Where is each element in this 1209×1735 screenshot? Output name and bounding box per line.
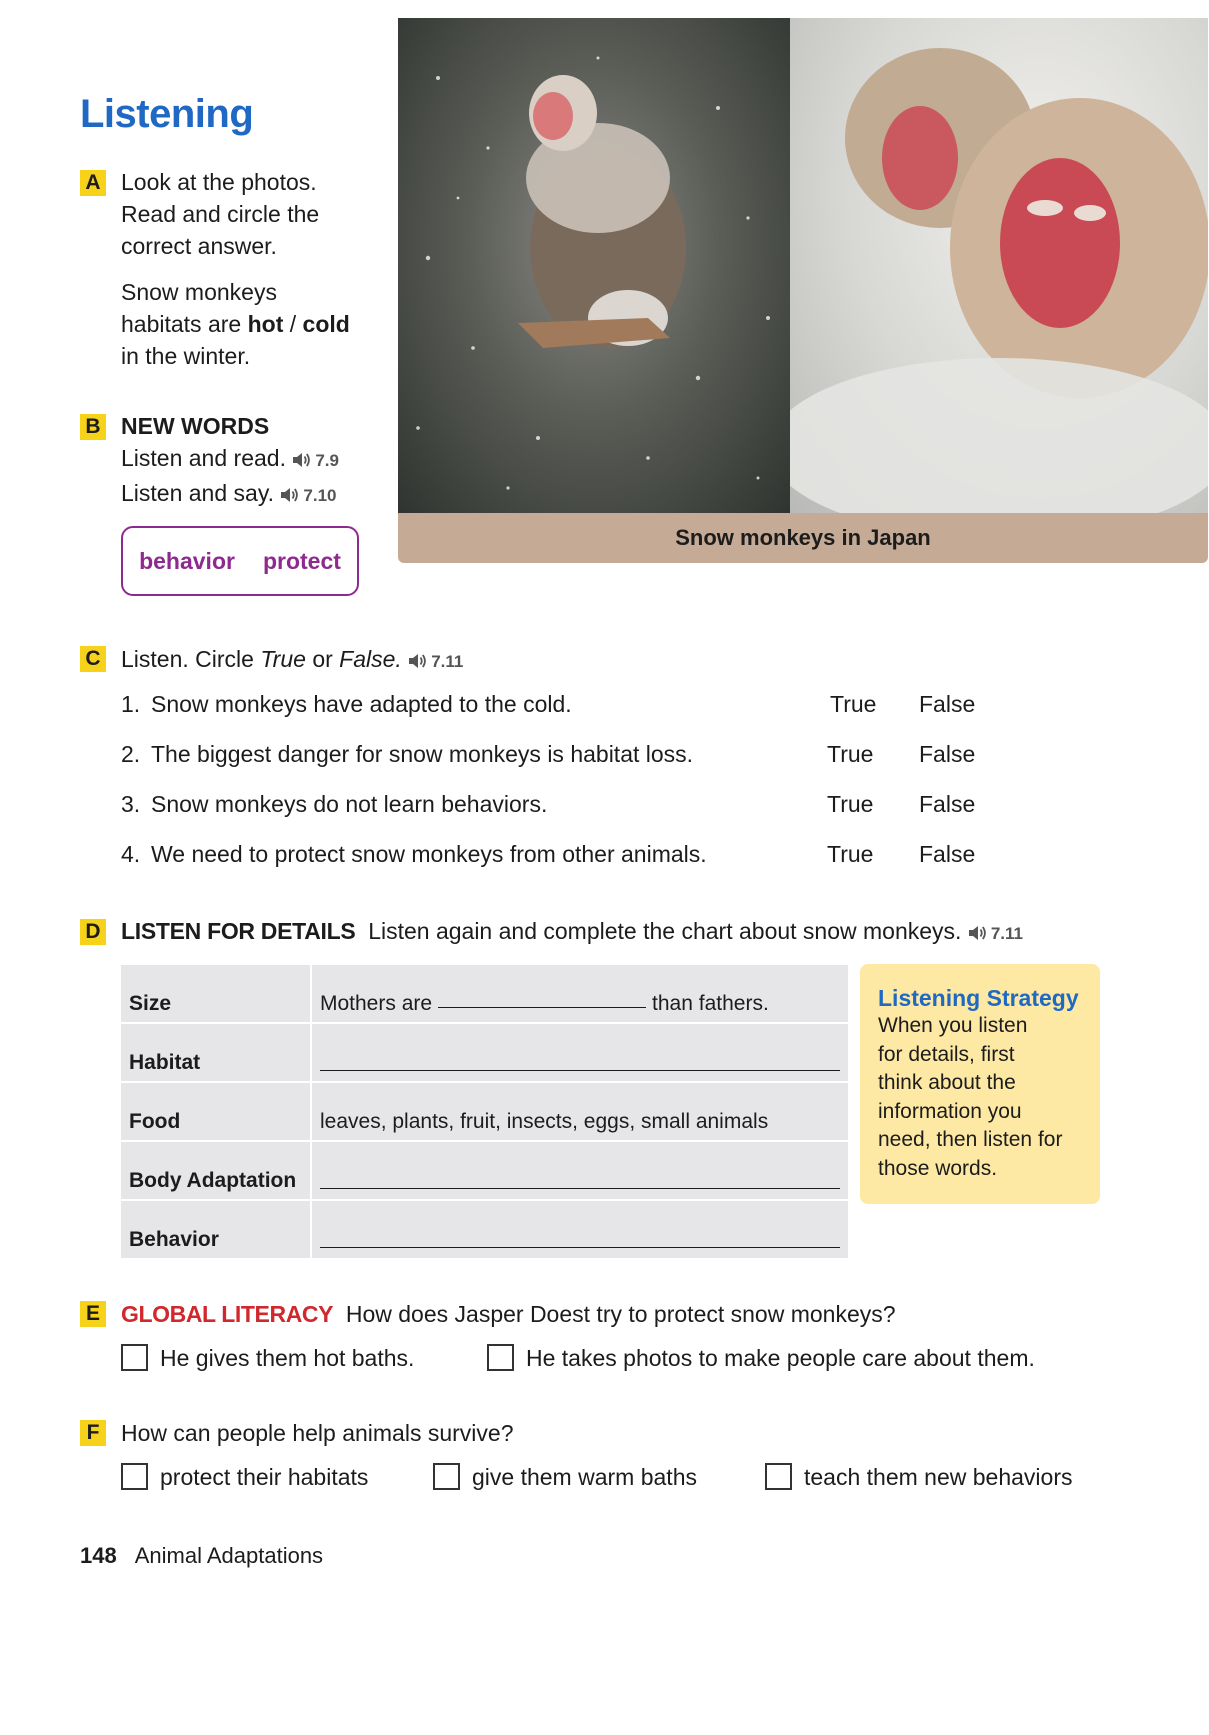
- audio-track-number: 7.11: [431, 652, 464, 671]
- strategy-line: When you listen: [878, 1014, 1028, 1037]
- tf-item: [121, 687, 1021, 721]
- speaker-icon: [292, 451, 312, 469]
- activity-e-question: [121, 1298, 896, 1330]
- strategy-line: information you: [878, 1099, 1022, 1123]
- audio-track-7-11[interactable]: [968, 924, 1023, 943]
- item-number: 3.: [121, 791, 141, 817]
- true-option[interactable]: True: [827, 841, 874, 867]
- sentence-text: habitats are: [121, 311, 242, 337]
- chart-value: [320, 992, 769, 1016]
- instruction-text: Listen again and complete the chart about snow monkeys.: [368, 918, 962, 944]
- sentence-line: Snow monkeys: [121, 279, 277, 305]
- instruction-text: Listen. Circle: [121, 646, 254, 672]
- true-option[interactable]: True: [830, 691, 877, 717]
- strategy-line: for details, first: [878, 1042, 1015, 1066]
- sentence-line: [121, 308, 350, 340]
- checkbox[interactable]: [121, 1463, 148, 1490]
- chart-cell: [310, 1024, 848, 1081]
- true-word: True: [260, 646, 306, 672]
- chart-value: leaves, plants, fruit, insects, eggs, small animals: [320, 1110, 769, 1133]
- false-option[interactable]: False: [919, 791, 976, 817]
- value-text: than fathers.: [652, 992, 769, 1015]
- question-text: How does Jasper Doest try to protect snow monkeys?: [345, 1301, 896, 1327]
- strategy-title: Listening Strategy: [878, 985, 1079, 1011]
- activity-a-sentence: [121, 276, 350, 372]
- checkbox[interactable]: [765, 1463, 792, 1490]
- chart-row-size: [121, 965, 848, 1024]
- word-protect: protect: [262, 547, 341, 574]
- answer-blank[interactable]: [320, 1247, 840, 1248]
- chart-cell: [310, 1083, 848, 1140]
- item-text: Snow monkeys have adapted to the cold.: [151, 691, 572, 717]
- chart-label: Habitat: [129, 1051, 201, 1074]
- snow-monkey-photo-left: [398, 18, 790, 513]
- answer-blank[interactable]: [320, 1188, 840, 1189]
- value-text: Mothers are: [320, 992, 433, 1015]
- checkbox-option[interactable]: [121, 1461, 368, 1493]
- snow-monkey-photo-right: [790, 18, 1208, 513]
- page-footer: [80, 1543, 323, 1569]
- photo-panel: [398, 18, 1208, 563]
- tf-item: [121, 787, 1021, 821]
- new-words-heading: NEW WORDS: [121, 413, 270, 439]
- option-text: protect their habitats: [160, 1464, 369, 1490]
- listen-say-line: [121, 477, 339, 512]
- audio-track-number: 7.10: [303, 486, 337, 505]
- section-title: Listening: [80, 92, 254, 136]
- new-words-box: [121, 526, 359, 596]
- activity-f-question: How can people help animals survive?: [121, 1420, 514, 1446]
- instruction-line: correct answer.: [121, 233, 277, 259]
- speaker-icon: [968, 924, 988, 942]
- badge-f: F: [80, 1420, 106, 1446]
- strategy-line: think about the: [878, 1071, 1016, 1094]
- checkbox[interactable]: [433, 1463, 460, 1490]
- true-option[interactable]: True: [827, 741, 874, 767]
- audio-track-number: 7.9: [315, 451, 339, 470]
- checkbox-option[interactable]: [487, 1342, 1035, 1374]
- page-number: 148: [80, 1543, 117, 1568]
- item-number: 1.: [121, 691, 141, 717]
- false-option[interactable]: False: [919, 841, 976, 867]
- badge-c: C: [80, 646, 106, 672]
- speaker-icon: [280, 486, 300, 504]
- chart-row-food: [121, 1083, 848, 1142]
- chart-row-behavior: [121, 1201, 848, 1258]
- listen-say-text: Listen and say.: [121, 480, 275, 506]
- tf-item: [121, 837, 1021, 871]
- option-text: give them warm baths: [472, 1464, 697, 1490]
- answer-blank[interactable]: [438, 1007, 646, 1008]
- item-text: We need to protect snow monkeys from other animals.: [151, 841, 707, 867]
- option-text: He gives them hot baths.: [160, 1345, 415, 1371]
- listen-for-details-heading: LISTEN FOR DETAILS: [121, 918, 356, 944]
- audio-track-7-9[interactable]: [292, 451, 339, 470]
- item-number: 4.: [121, 841, 141, 867]
- instruction-line: Look at the photos.: [121, 169, 317, 195]
- listen-read-line: [121, 442, 339, 477]
- or-word: or: [312, 646, 333, 672]
- false-word: False.: [339, 646, 402, 672]
- monkey-in-snow-image: [398, 18, 790, 513]
- audio-track-7-11[interactable]: [408, 652, 463, 671]
- badge-d: D: [80, 919, 106, 945]
- unit-title: Animal Adaptations: [134, 1543, 324, 1568]
- tf-item: [121, 737, 1021, 771]
- badge-a: A: [80, 170, 106, 196]
- photo-caption: Snow monkeys in Japan: [398, 513, 1208, 563]
- instruction-line: Read and circle the: [121, 201, 320, 227]
- activity-d-instruction: [121, 915, 1023, 950]
- badge-e: E: [80, 1301, 106, 1327]
- chart-cell: [310, 1201, 848, 1258]
- false-option[interactable]: False: [919, 741, 976, 767]
- option-separator: /: [289, 311, 297, 337]
- activity-a-instruction: [121, 166, 319, 262]
- checkbox-option[interactable]: [765, 1461, 1073, 1493]
- word-behavior: behavior: [139, 547, 235, 574]
- checkbox-option[interactable]: [121, 1342, 414, 1374]
- listen-read-text: Listen and read.: [121, 445, 286, 471]
- chart-label: Food: [129, 1110, 181, 1133]
- audio-track-7-10[interactable]: [280, 486, 336, 505]
- false-option[interactable]: False: [919, 691, 976, 717]
- item-text: Snow monkeys do not learn behaviors.: [151, 791, 548, 817]
- true-option[interactable]: True: [827, 791, 874, 817]
- speaker-icon: [408, 652, 428, 670]
- badge-b: B: [80, 414, 106, 440]
- strategy-line: those words.: [878, 1156, 998, 1180]
- chart-cell: [310, 1142, 848, 1199]
- activity-c-instruction: [121, 643, 463, 678]
- checkbox-option[interactable]: [433, 1461, 697, 1493]
- option-cold[interactable]: cold: [302, 311, 350, 337]
- listening-strategy-box: [860, 964, 1100, 1204]
- chart-row-body-adaptation: [121, 1142, 848, 1201]
- chart-cell: [310, 965, 848, 1022]
- option-text: He takes photos to make people care about them.: [526, 1345, 1035, 1371]
- checkbox[interactable]: [121, 1344, 148, 1371]
- checkbox[interactable]: [487, 1344, 514, 1371]
- chart-label: Body Adaptation: [129, 1169, 297, 1192]
- answer-blank[interactable]: [320, 1070, 840, 1071]
- global-literacy-heading: GLOBAL LITERACY: [121, 1301, 334, 1327]
- chart-row-habitat: [121, 1024, 848, 1083]
- item-text: The biggest danger for snow monkeys is habitat loss.: [151, 741, 694, 767]
- chart-label: Behavior: [129, 1228, 219, 1251]
- item-number: 2.: [121, 741, 141, 767]
- option-hot[interactable]: hot: [247, 311, 284, 337]
- monkeys-in-hot-spring-image: [790, 18, 1208, 513]
- activity-b: [121, 410, 339, 512]
- strategy-line: need, then listen for: [878, 1128, 1063, 1151]
- sentence-line: in the winter.: [121, 343, 251, 369]
- audio-track-number: 7.11: [990, 924, 1023, 943]
- chart-label: Size: [129, 992, 172, 1015]
- option-text: teach them new behaviors: [804, 1464, 1073, 1490]
- details-chart: [121, 965, 848, 1258]
